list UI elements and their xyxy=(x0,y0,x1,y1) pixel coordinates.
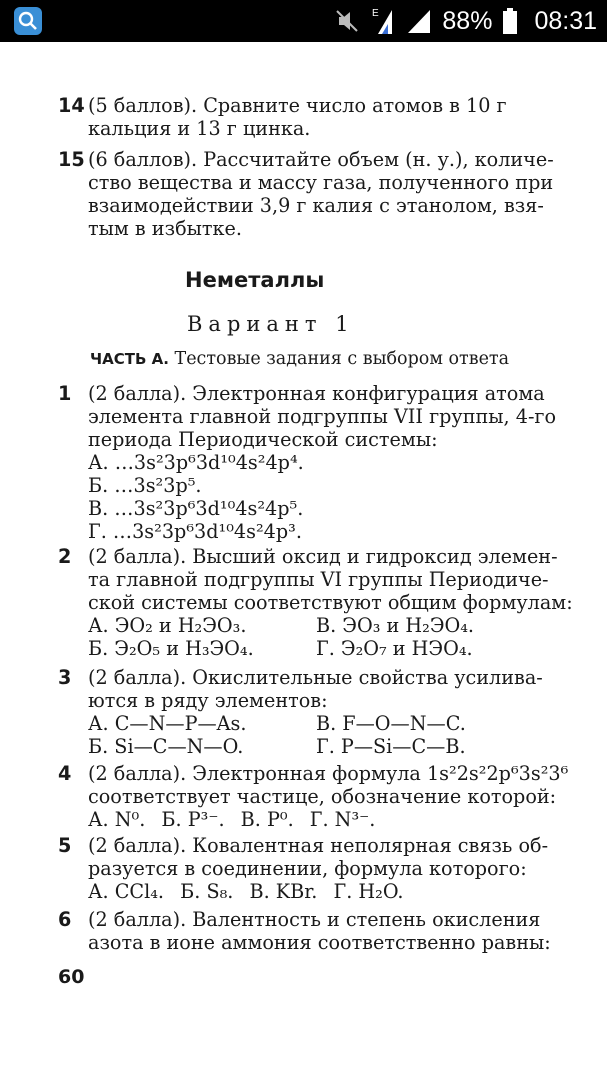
battery-percent: 88% xyxy=(442,6,493,35)
answer-option: Б. …3s²3p⁵. xyxy=(88,474,202,497)
part-heading xyxy=(90,349,509,369)
clock: 08:31 xyxy=(534,6,597,35)
question-number: 3 xyxy=(58,666,72,689)
app-search-icon[interactable] xyxy=(14,7,42,35)
question-text: ской системы соответствуют общим формулам: xyxy=(88,591,573,614)
question-14 xyxy=(58,94,558,140)
question-text: (2 балла). Окислительные свойства усилива- xyxy=(88,666,543,689)
question-4 xyxy=(58,762,569,831)
question-15 xyxy=(58,148,558,240)
page-number: 60 xyxy=(58,966,85,988)
answer-option: Б. P³⁻. xyxy=(161,808,225,831)
part-text: Тестовые задания с выбором ответа xyxy=(174,349,510,369)
question-text: (2 балла). Валентность и степень окисления xyxy=(88,908,541,931)
answer-option: А. …3s²3p⁶3d¹⁰4s²4p⁴. xyxy=(88,451,304,474)
variant-title: Вариант 1 xyxy=(187,312,355,336)
question-text: (2 балла). Высший оксид и гидроксид элемен- xyxy=(88,545,558,568)
question-number: 1 xyxy=(58,382,72,405)
answer-option: В. P⁰. xyxy=(240,808,294,831)
answer-option: Г. N³⁻. xyxy=(309,808,376,831)
question-2 xyxy=(58,545,573,660)
answer-option: А. N⁰. xyxy=(88,808,146,831)
question-text: периода Периодической системы: xyxy=(88,428,438,451)
answer-option: А. С—N—P—As. xyxy=(88,712,247,735)
answer-option: Б. Si—C—N—O. xyxy=(88,735,244,758)
answer-option: Г. P—Si—C—B. xyxy=(316,735,466,758)
answer-option: Б. S₈. xyxy=(180,880,234,903)
question-text: (2 балла). Ковалентная неполярная связь об- xyxy=(88,834,549,857)
answer-option: В. …3s²3p⁶3d¹⁰4s²4p⁵. xyxy=(88,497,304,520)
question-text: взаимодействии 3,9 г калия с этанолом, взя- xyxy=(88,194,544,217)
svg-text:E: E xyxy=(372,8,380,19)
question-text: ство вещества и массу газа, полученного при xyxy=(88,171,554,194)
question-text: (2 балла). Электронная конфигурация атома xyxy=(88,382,545,405)
question-text: (2 балла). Электронная формула 1s²2s²2p⁶3s²3⁶ xyxy=(88,762,569,785)
cell-signal-icon xyxy=(406,7,432,35)
battery-icon xyxy=(502,7,518,35)
question-text: ются в ряду элементов: xyxy=(88,689,328,712)
question-5 xyxy=(58,834,558,903)
answer-option: Б. Э₂О₅ и Н₃ЭО₄. xyxy=(88,637,254,660)
question-number: 5 xyxy=(58,834,72,857)
question-number: 15 xyxy=(58,148,85,171)
question-text: азота в ионе аммония соответственно равны: xyxy=(88,931,551,954)
question-text: соответствует частице, обозначение которой: xyxy=(88,785,557,808)
section-title: Неметаллы xyxy=(185,268,325,292)
question-text: элемента главной подгруппы VII группы, 4-го xyxy=(88,405,557,428)
mute-icon xyxy=(334,8,360,34)
question-1 xyxy=(58,382,558,543)
answer-option: А. ЭО₂ и Н₂ЭО₃. xyxy=(88,614,247,637)
status-icons xyxy=(334,0,597,42)
answer-option: Г. Э₂О₇ и НЭО₄. xyxy=(316,637,473,660)
question-text: кальция и 13 г цинка. xyxy=(88,117,311,140)
answer-option: В. ЭО₃ и Н₂ЭО₄. xyxy=(316,614,475,637)
question-text: та главной подгруппы VI группы Периодиче- xyxy=(88,568,549,591)
question-number: 14 xyxy=(58,94,85,117)
question-number: 6 xyxy=(58,908,72,931)
question-3 xyxy=(58,666,558,758)
question-number: 2 xyxy=(58,545,72,568)
answer-option: Г. …3s²3p⁶3d¹⁰4s²4p³. xyxy=(88,520,302,543)
answer-option: Г. H₂O. xyxy=(333,880,404,903)
edge-signal-icon xyxy=(370,6,396,36)
question-text: тым в избытке. xyxy=(88,217,242,240)
book-page xyxy=(0,42,607,1080)
status-bar xyxy=(0,0,607,42)
answer-option: В. F—O—N—C. xyxy=(316,712,466,735)
part-label: ЧАСТЬ А. xyxy=(90,350,169,368)
question-text: разуется в соединении, формула которого: xyxy=(88,857,527,880)
question-number: 4 xyxy=(58,762,72,785)
answer-option: А. CCl₄. xyxy=(88,880,165,903)
question-6 xyxy=(58,908,558,954)
question-text: (6 баллов). Рассчитайте объем (н. у.), количе- xyxy=(88,148,554,171)
answer-option: В. KBr. xyxy=(249,880,318,903)
question-text: (5 баллов). Сравните число атомов в 10 г xyxy=(88,94,507,117)
